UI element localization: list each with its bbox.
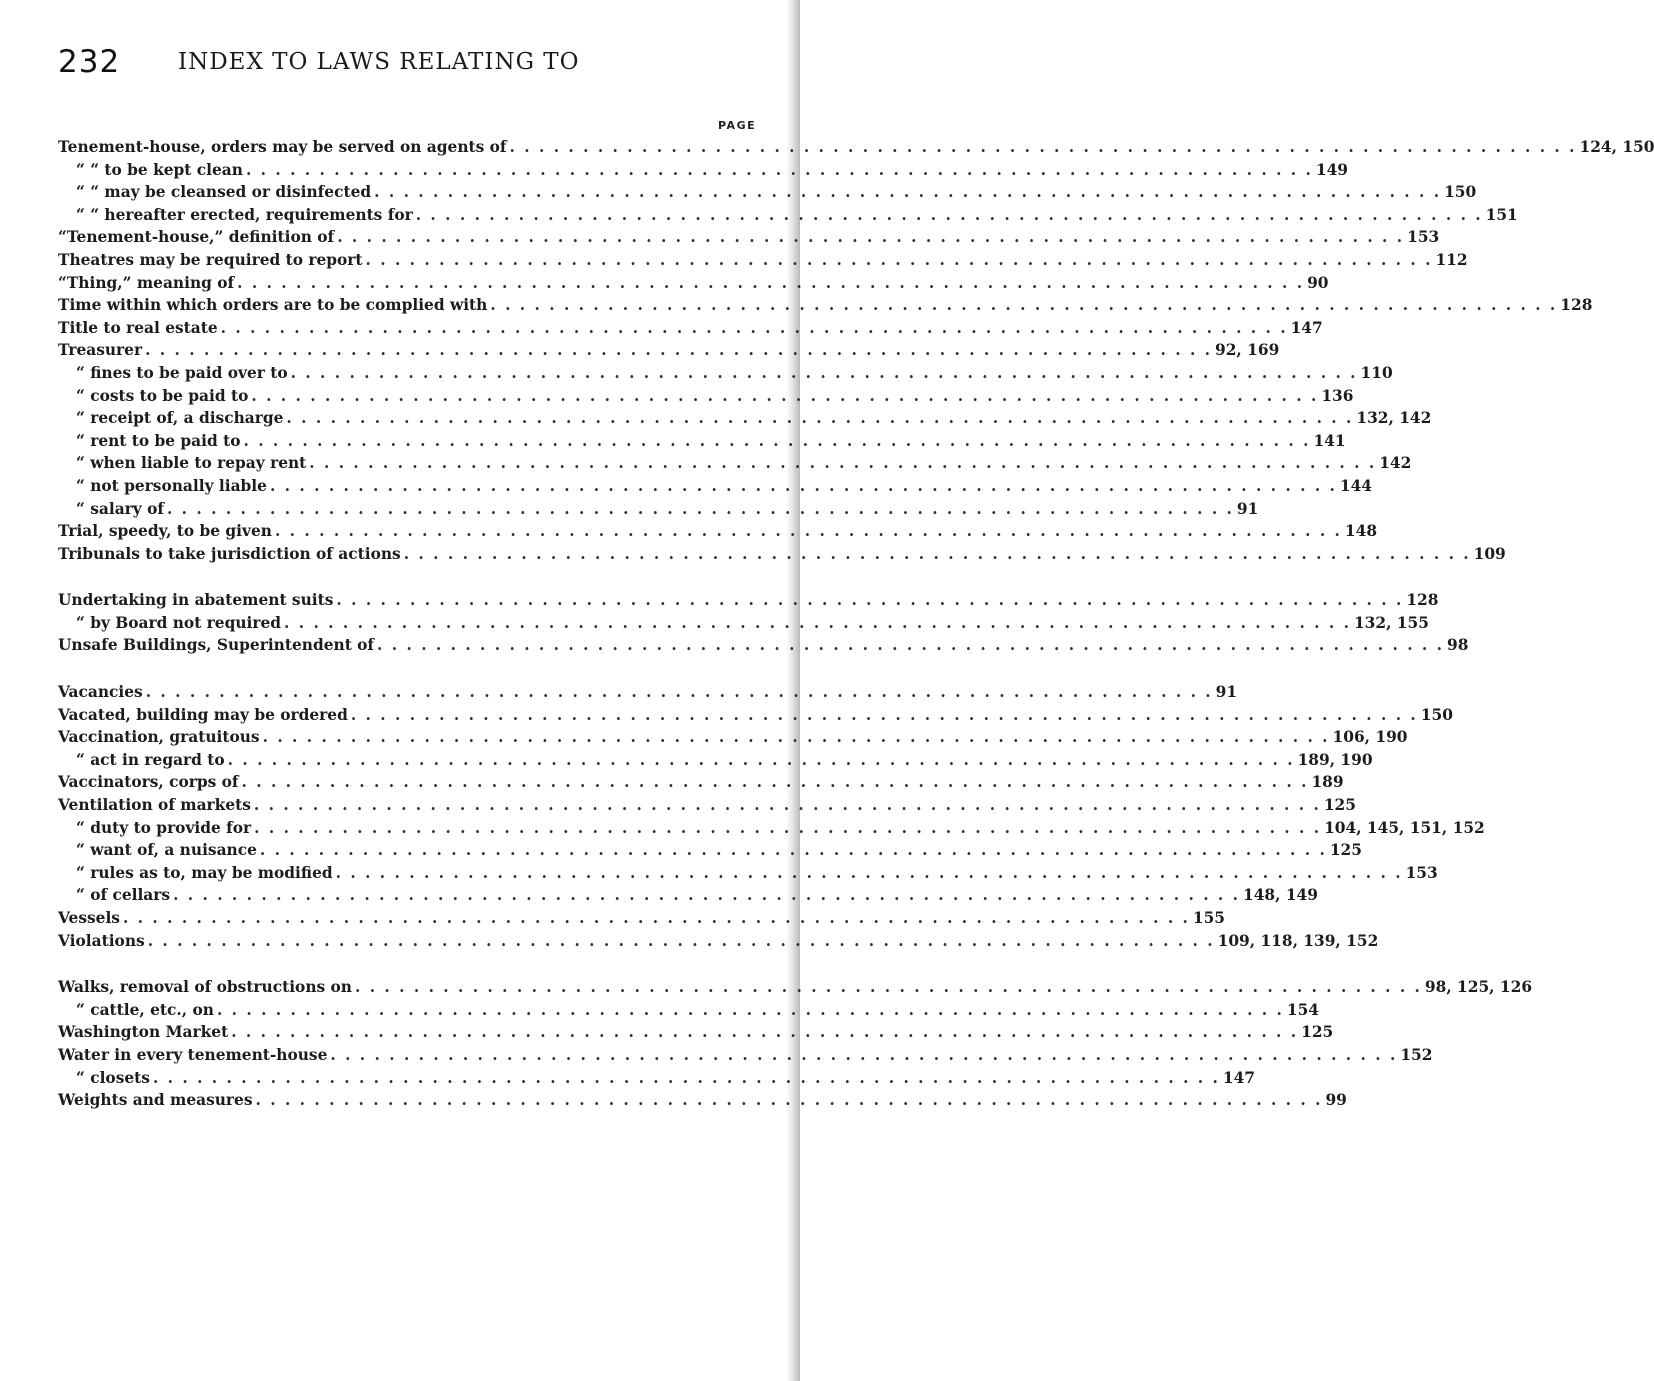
entry-pages: 92, 169 xyxy=(1215,341,1280,360)
entry-pages: 148 xyxy=(1344,522,1378,541)
index-entry xyxy=(58,520,1378,543)
index-entry xyxy=(58,159,1349,182)
dot-leader: . . . . . . . . . . . . . . . . . . . . . . . . . . . . . . . . . . . . . . . . . . . . . . . . . . . . . . . . . . . . . . . . . . . . . . . . . xyxy=(509,138,1577,156)
index-entry xyxy=(58,976,1533,999)
entry-text: Time within which orders are to be complied with xyxy=(58,296,488,315)
index-entry xyxy=(58,612,1429,635)
entry-pages: 91 xyxy=(1236,499,1259,518)
index-entry xyxy=(58,543,1506,566)
index-entry xyxy=(58,999,1320,1022)
dot-leader: . . . . . . . . . . . . . . . . . . . . . . . . . . . . . . . . . . . . . . . . . . . . . . . . . . . . . . . . . . . . . . . . . . . . . . . . . xyxy=(309,454,1377,473)
entry-pages: 149 xyxy=(1315,160,1349,179)
index-entry xyxy=(58,181,1477,204)
entry-text: “ when liable to repay rent xyxy=(76,454,307,473)
entry-pages: 98 xyxy=(1446,636,1469,655)
entry-text: “ “ may be cleansed or disinfected xyxy=(76,183,372,202)
dot-leader: . . . . . . . . . . . . . . . . . . . . . . . . . . . . . . . . . . . . . . . . . . . . . . . . . . . . . . . . . . . . . . . . . . . . . . . . . xyxy=(152,1068,1220,1087)
entry-text: Undertaking in abatement suits xyxy=(58,591,334,610)
dot-leader: . . . . . . . . . . . . . . . . . . . . . . . . . . . . . . . . . . . . . . . . . . . . . . . . . . . . . . . . . . . . . . . . . . . . . . . . . xyxy=(245,160,1313,179)
dot-leader: . . . . . . . . . . . . . . . . . . . . . . . . . . . . . . . . . . . . . . . . . . . . . . . . . . . . . . . . . . . . . . . . . . . . . . . . . xyxy=(377,636,1444,655)
dot-leader: . . . . . . . . . . . . . . . . . . . . . . . . . . . . . . . . . . . . . . . . . . . . . . . . . . . . . . . . . . . . . . . . . . . . . . . . . xyxy=(403,544,1471,563)
entry-text: “ of cellars xyxy=(76,886,171,905)
entry-pages: 112 xyxy=(1435,250,1468,269)
index-entry xyxy=(58,589,1439,612)
index-entry xyxy=(58,362,1393,385)
entry-text: Treasurer xyxy=(58,341,143,360)
entry-text: Theatres may be required to report xyxy=(58,250,363,269)
dot-leader: . . . . . . . . . . . . . . . . . . . . . . . . . . . . . . . . . . . . . . . . . . . . . . . . . . . . . . . . . . . . . . . . . . . . . . . . . xyxy=(147,931,1215,950)
entry-pages: 151 xyxy=(1485,205,1518,224)
index-entry xyxy=(58,862,1438,885)
entry-text: Title to real estate xyxy=(58,318,218,337)
index-entry xyxy=(58,884,1318,907)
entry-text: Ventilation of markets xyxy=(58,796,251,815)
index-entry xyxy=(58,272,1329,295)
index-entry xyxy=(58,1021,1334,1044)
entry-text: “ “ hereafter erected, requirements for xyxy=(76,205,413,224)
entry-text: Walks, removal of obstructions on xyxy=(58,978,352,997)
entry-text: “ act in regard to xyxy=(76,750,225,769)
dot-leader: . . . . . . . . . . . . . . . . . . . . . . . . . . . . . . . . . . . . . . . . . . . . . . . . . . . . . . . . . . . . . . . . . . . . . . . . . xyxy=(262,728,1330,747)
dot-leader: . . . . . . . . . . . . . . . . . . . . . . . . . . . . . . . . . . . . . . . . . . . . . . . . . . . . . . . . . . . . . . . . . . . . . . . . . xyxy=(173,886,1240,905)
entry-pages: 189 xyxy=(1311,773,1344,792)
dot-leader: . . . . . . . . . . . . . . . . . . . . . . . . . . . . . . . . . . . . . . . . . . . . . . . . . . . . . . . . . . . . . . . . . . . . . . . . . xyxy=(269,476,1337,495)
entry-text: “Thing,” meaning of xyxy=(58,273,235,292)
entry-pages: 155 xyxy=(1192,909,1226,927)
index-entry xyxy=(58,634,1469,657)
index-entry xyxy=(58,498,1259,521)
dot-leader: . . . . . . . . . . . . . . . . . . . . . . . . . . . . . . . . . . . . . . . . . . . . . . . . . . . . . . . . . . . . . . . . . . . . . . . . . xyxy=(337,228,1405,247)
entry-pages: 142 xyxy=(1379,454,1412,473)
entry-text: Washington Market xyxy=(58,1023,229,1042)
index-entry xyxy=(58,907,1226,930)
dot-leader: . . . . . . . . . . . . . . . . . . . . . . . . . . . . . . . . . . . . . . . . . . . . . . . . . . . . . . . . . . . . . . . . . . . . . . . . . xyxy=(220,318,1288,337)
dot-leader: . . . . . . . . . . . . . . . . . . . . . . . . . . . . . . . . . . . . . . . . . . . . . . . . . . . . . . . . . . . . . . . . . . . . . . . . . xyxy=(253,796,1321,815)
entry-text: Vessels xyxy=(58,909,120,927)
dot-leader: . . . . . . . . . . . . . . . . . . . . . . . . . . . . . . . . . . . . . . . . . . . . . . . . . . . . . . . . . . . . . . . . . . . . . . . . . xyxy=(354,978,1422,997)
index-entry xyxy=(58,681,1238,704)
running-head: INDEX TO LAWS RELATING TO xyxy=(178,49,580,75)
section-gap xyxy=(58,657,766,681)
entry-pages: 153 xyxy=(1405,863,1438,882)
entry-pages: 106, 190 xyxy=(1332,728,1408,747)
entry-pages: 132, 142 xyxy=(1356,409,1432,428)
page-column-label: PAGE xyxy=(718,119,757,132)
entry-text: Water in every tenement-house xyxy=(58,1045,328,1064)
entry-pages: 141 xyxy=(1313,431,1346,450)
dot-leader: . . . . . . . . . . . . . . . . . . . . . . . . . . . . . . . . . . . . . . . . . . . . . . . . . . . . . . . . . . . . . . . . . . . . . . . . . xyxy=(335,863,1403,882)
entry-pages: 110 xyxy=(1360,363,1393,382)
entry-pages: 124, 150 xyxy=(1579,138,1654,156)
entry-text: Unsafe Buildings, Superintendent of xyxy=(58,636,375,655)
entry-pages: 154 xyxy=(1286,1000,1320,1019)
dot-leader: . . . . . . . . . . . . . . . . . . . . . . . . . . . . . . . . . . . . . . . . . . . . . . . . . . . . . . . . . . . . . . . . . . . . . . . . . xyxy=(415,205,1483,224)
entry-pages: 152 xyxy=(1400,1045,1433,1064)
index-entry xyxy=(58,385,1354,408)
index-entry xyxy=(58,771,1344,794)
entry-pages: 132, 155 xyxy=(1353,613,1429,632)
dot-leader: . . . . . . . . . . . . . . . . . . . . . . . . . . . . . . . . . . . . . . . . . . . . . . . . . . . . . . . . . . . . . . . . . . . . . . . . . xyxy=(284,613,1351,632)
dot-leader: . . . . . . . . . . . . . . . . . . . . . . . . . . . . . . . . . . . . . . . . . . . . . . . . . . . . . . . . . . . . . . . . . . . . . . . . . xyxy=(231,1023,1299,1042)
entry-pages: 147 xyxy=(1222,1068,1256,1087)
entry-pages: 189, 190 xyxy=(1297,750,1373,769)
index-entry xyxy=(58,817,1485,840)
entry-pages: 147 xyxy=(1290,318,1323,337)
entry-text: Vaccinators, corps of xyxy=(58,773,239,792)
entry-text: “ receipt of, a discharge xyxy=(76,409,284,428)
dot-leader: . . . . . . . . . . . . . . . . . . . . . . . . . . . . . . . . . . . . . . . . . . . . . . . . . . . . . . . . . . . . . . . . . . . . . . . . . xyxy=(241,773,1309,792)
entry-text: “ closets xyxy=(76,1068,150,1087)
dot-leader: . . . . . . . . . . . . . . . . . . . . . . . . . . . . . . . . . . . . . . . . . . . . . . . . . . . . . . . . . . . . . . . . . . . . . . . . . xyxy=(350,705,1418,724)
entry-text: “ costs to be paid to xyxy=(76,386,249,405)
entry-text: Tribunals to take jurisdiction of actions xyxy=(58,544,401,563)
index-entry xyxy=(58,839,1362,862)
entry-text: “ not personally liable xyxy=(76,476,267,495)
dot-leader: . . . . . . . . . . . . . . . . . . . . . . . . . . . . . . . . . . . . . . . . . . . . . . . . . . . . . . . . . . . . . . . . . . . . . . . . . xyxy=(255,1091,1323,1110)
dot-leader: . . . . . . . . . . . . . . . . . . . . . . . . . . . . . . . . . . . . . . . . . . . . . . . . . . . . . . . . . . . . . . . . . . . . . . . . . xyxy=(490,296,1558,315)
entry-text: Violations xyxy=(58,931,145,950)
entry-text: Weights and measures xyxy=(58,1091,253,1110)
entry-pages: 104, 145, 151, 152 xyxy=(1324,818,1485,837)
dot-leader: . . . . . . . . . . . . . . . . . . . . . . . . . . . . . . . . . . . . . . . . . . . . . . . . . . . . . . . . . . . . . . . . . . . . . . . . . xyxy=(336,591,1404,610)
index-entry xyxy=(58,317,1323,340)
index-entry xyxy=(58,704,1453,727)
dot-leader: . . . . . . . . . . . . . . . . . . . . . . . . . . . . . . . . . . . . . . . . . . . . . . . . . . . . . . . . . . . . . . . . . . . . . . . . . xyxy=(286,409,1354,428)
dot-leader: . . . . . . . . . . . . . . . . . . . . . . . . . . . . . . . . . . . . . . . . . . . . . . . . . . . . . . . . . . . . . . . . . . . . . . . . . xyxy=(145,341,1213,360)
entry-text: “ by Board not required xyxy=(76,613,282,632)
dot-leader: . . . . . . . . . . . . . . . . . . . . . . . . . . . . . . . . . . . . . . . . . . . . . . . . . . . . . . . . . . . . . . . . . . . . . . . . . xyxy=(216,1000,1284,1019)
entry-text: “ fines to be paid over to xyxy=(76,363,288,382)
index-entry xyxy=(58,430,1346,453)
entry-pages: 125 xyxy=(1323,796,1356,815)
index-entry xyxy=(58,226,1440,249)
dot-leader: . . . . . . . . . . . . . . . . . . . . . . . . . . . . . . . . . . . . . . . . . . . . . . . . . . . . . . . . . . . . . . . . . . . . . . . . . xyxy=(254,818,1322,837)
entry-pages: 125 xyxy=(1301,1023,1334,1042)
dot-leader: . . . . . . . . . . . . . . . . . . . . . . . . . . . . . . . . . . . . . . . . . . . . . . . . . . . . . . . . . . . . . . . . . . . . . . . . . xyxy=(259,841,1327,860)
entry-text: “Tenement-house,” definition of xyxy=(58,228,335,247)
index-entry xyxy=(58,1089,1347,1112)
dot-leader: . . . . . . . . . . . . . . . . . . . . . . . . . . . . . . . . . . . . . . . . . . . . . . . . . . . . . . . . . . . . . . . . . . . . . . . . . xyxy=(166,499,1234,518)
entry-text: “ duty to provide for xyxy=(76,818,252,837)
dot-leader: . . . . . . . . . . . . . . . . . . . . . . . . . . . . . . . . . . . . . . . . . . . . . . . . . . . . . . . . . . . . . . . . . . . . . . . . . xyxy=(122,909,1190,927)
entry-pages: 144 xyxy=(1339,476,1373,495)
entry-pages: 136 xyxy=(1321,386,1354,405)
dot-leader: . . . . . . . . . . . . . . . . . . . . . . . . . . . . . . . . . . . . . . . . . . . . . . . . . . . . . . . . . . . . . . . . . . . . . . . . . xyxy=(237,273,1305,292)
index-entry xyxy=(58,452,1412,475)
entry-pages: 148, 149 xyxy=(1243,886,1318,905)
index-entry xyxy=(58,407,1432,430)
entry-text: “ rent to be paid to xyxy=(76,431,241,450)
section-gap xyxy=(58,952,766,976)
page-number: 232 xyxy=(58,44,121,80)
entry-text: Vacated, building may be ordered xyxy=(58,705,348,724)
entry-text: Trial, speedy, to be given xyxy=(58,522,272,541)
index-entry xyxy=(58,294,1593,317)
dot-leader: . . . . . . . . . . . . . . . . . . . . . . . . . . . . . . . . . . . . . . . . . . . . . . . . . . . . . . . . . . . . . . . . . . . . . . . . . xyxy=(145,683,1213,702)
entry-pages: 153 xyxy=(1407,228,1440,247)
entry-pages: 125 xyxy=(1329,841,1362,860)
entry-pages: 99 xyxy=(1325,1091,1347,1110)
entry-text: “ rules as to, may be modified xyxy=(76,863,333,882)
entry-pages: 128 xyxy=(1406,591,1439,610)
dot-leader: . . . . . . . . . . . . . . . . . . . . . . . . . . . . . . . . . . . . . . . . . . . . . . . . . . . . . . . . . . . . . . . . . . . . . . . . . xyxy=(365,250,1433,269)
dot-leader: . . . . . . . . . . . . . . . . . . . . . . . . . . . . . . . . . . . . . . . . . . . . . . . . . . . . . . . . . . . . . . . . . . . . . . . . . xyxy=(290,363,1358,382)
entry-pages: 109 xyxy=(1473,544,1506,563)
dot-leader: . . . . . . . . . . . . . . . . . . . . . . . . . . . . . . . . . . . . . . . . . . . . . . . . . . . . . . . . . . . . . . . . . . . . . . . . . xyxy=(274,522,1342,541)
dot-leader: . . . . . . . . . . . . . . . . . . . . . . . . . . . . . . . . . . . . . . . . . . . . . . . . . . . . . . . . . . . . . . . . . . . . . . . . . xyxy=(330,1045,1398,1064)
index-entry xyxy=(58,794,1356,817)
section-gap xyxy=(58,565,766,589)
index-entry xyxy=(58,204,1518,227)
index-entry xyxy=(58,930,1379,953)
entry-pages: 128 xyxy=(1560,296,1593,315)
index-entry xyxy=(58,339,1280,362)
dot-leader: . . . . . . . . . . . . . . . . . . . . . . . . . . . . . . . . . . . . . . . . . . . . . . . . . . . . . . . . . . . . . . . . . . . . . . . . . xyxy=(227,750,1295,769)
dot-leader: . . . . . . . . . . . . . . . . . . . . . . . . . . . . . . . . . . . . . . . . . . . . . . . . . . . . . . . . . . . . . . . . . . . . . . . . . xyxy=(374,183,1442,202)
index-entry xyxy=(58,749,1373,772)
entry-pages: 98, 125, 126 xyxy=(1424,978,1533,997)
entry-text: Vacancies xyxy=(58,683,143,702)
entry-text: Tenement-house, orders may be served on agents of xyxy=(58,138,507,156)
entry-text: “ cattle, etc., on xyxy=(76,1000,214,1019)
index-entry xyxy=(58,726,1408,749)
entry-pages: 109, 118, 139, 152 xyxy=(1217,931,1379,950)
entry-pages: 90 xyxy=(1307,273,1329,292)
entry-text: “ salary of xyxy=(76,499,164,518)
index-entry xyxy=(58,475,1373,498)
dot-leader: . . . . . . . . . . . . . . . . . . . . . . . . . . . . . . . . . . . . . . . . . . . . . . . . . . . . . . . . . . . . . . . . . . . . . . . . . xyxy=(251,386,1319,405)
dot-leader: . . . . . . . . . . . . . . . . . . . . . . . . . . . . . . . . . . . . . . . . . . . . . . . . . . . . . . . . . . . . . . . . . . . . . . . . . xyxy=(243,431,1311,450)
entry-text: Vaccination, gratuitous xyxy=(58,728,260,747)
index-entry xyxy=(58,136,1654,159)
entry-text: “ want of, a nuisance xyxy=(76,841,257,860)
index-entry xyxy=(58,1044,1433,1067)
page-header xyxy=(58,44,760,84)
entry-pages: 150 xyxy=(1420,705,1453,724)
index-entry xyxy=(58,249,1468,272)
entry-pages: 91 xyxy=(1215,683,1238,702)
index-entry xyxy=(58,1067,1256,1090)
entry-text: “ “ to be kept clean xyxy=(76,160,243,179)
entry-pages: 150 xyxy=(1444,183,1477,202)
index-list xyxy=(58,136,1654,1112)
